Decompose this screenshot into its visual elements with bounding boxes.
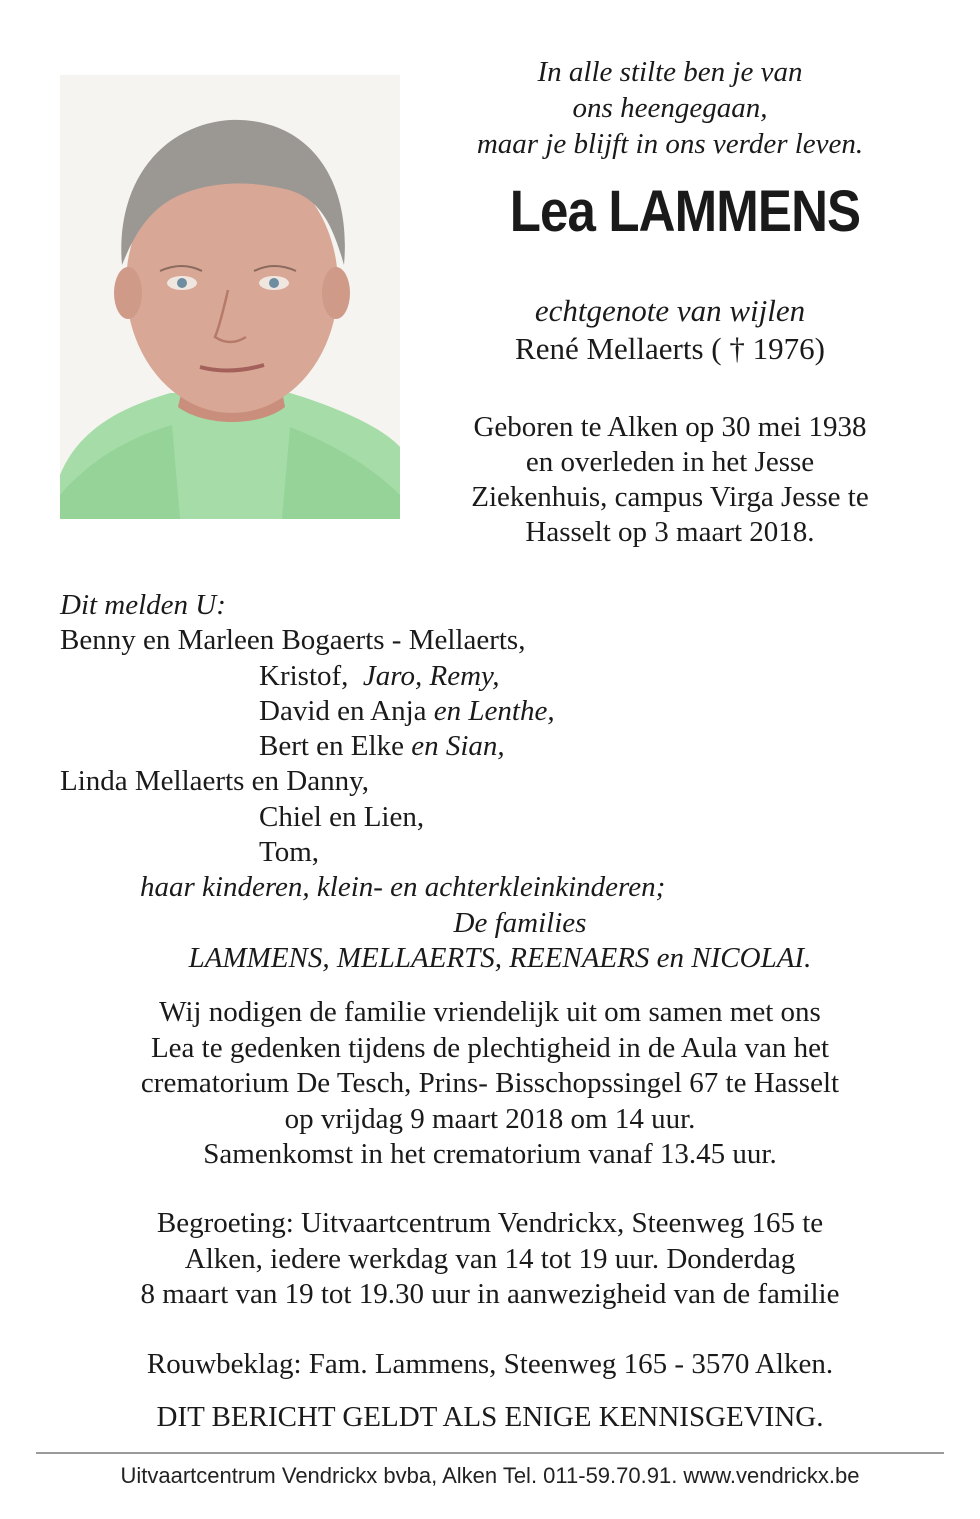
poem bbox=[440, 54, 900, 162]
family-announcement bbox=[60, 588, 920, 976]
invitation-line: crematorium De Tesch, Prins- Bisschopssingel 67 te Hasselt bbox=[140, 1067, 840, 1099]
spouse-block bbox=[440, 292, 900, 368]
invitation bbox=[40, 995, 940, 1173]
great-grandchildren: en Lenthe, bbox=[433, 694, 555, 727]
family-line: Linda Mellaerts en Danny, bbox=[60, 765, 369, 798]
relation-line: haar kinderen, klein- en achterkleinkinderen; bbox=[140, 871, 666, 904]
grandchild-name: David en Anja bbox=[259, 694, 427, 727]
announcement-intro: Dit melden U: bbox=[60, 589, 226, 621]
deceased-name: Lea LAMMENS bbox=[509, 179, 861, 244]
visitation-line: Begroeting: Uitvaartcentrum Vendrickx, Steenweg 165 te bbox=[156, 1207, 824, 1239]
birth-death-line: Ziekenhuis, campus Virga Jesse te bbox=[471, 481, 869, 513]
birth-death-line: en overleden in het Jesse bbox=[525, 446, 815, 478]
poem-line: maar je blijft in ons verder leven. bbox=[476, 128, 864, 160]
birth-death-line: Geboren te Alken op 30 mei 1938 bbox=[473, 411, 867, 443]
grandchild-name: Tom, bbox=[259, 836, 319, 869]
condolences: Rouwbeklag: Fam. Lammens, Steenweg 165 - 3570 Alken. bbox=[146, 1348, 834, 1380]
great-grandchildren: Jaro, Remy, bbox=[362, 659, 500, 692]
spouse-intro: echtgenote van wijlen bbox=[534, 293, 806, 328]
families-label: De families bbox=[453, 906, 587, 939]
poem-line: In alle stilte ben je van bbox=[537, 56, 803, 88]
grandchild-name: Chiel en Lien, bbox=[259, 800, 425, 833]
poem-line: ons heengegaan, bbox=[572, 92, 768, 124]
notice: DIT BERICHT GELDT ALS ENIGE KENNISGEVING. bbox=[156, 1401, 824, 1433]
grandchild-name: Kristof, bbox=[259, 659, 349, 692]
birth-death-line: Hasselt op 3 maart 2018. bbox=[525, 516, 815, 548]
grandchild-name: Bert en Elke bbox=[259, 730, 404, 763]
invitation-line: op vrijdag 9 maart 2018 om 14 uur. bbox=[284, 1102, 696, 1135]
portrait-photo bbox=[60, 75, 400, 519]
visitation bbox=[40, 1206, 940, 1313]
family-line: Benny en Marleen Bogaerts - Mellaerts, bbox=[60, 624, 526, 657]
invitation-line: Wij nodigen de familie vriendelijk uit om samen met ons bbox=[159, 996, 821, 1028]
grandchild-line bbox=[60, 729, 920, 764]
divider bbox=[36, 1452, 944, 1454]
visitation-line: Alken, iedere werkdag van 14 tot 19 uur. Donderdag bbox=[184, 1242, 796, 1275]
spouse-name: René Mellaerts ( † 1976) bbox=[515, 331, 825, 366]
footer: Uitvaartcentrum Vendrickx bvba, Alken Tel. 011-59.70.91. www.vendrickx.be bbox=[120, 1463, 860, 1488]
invitation-line: Lea te gedenken tijdens de plechtigheid in de Aula van het bbox=[150, 1031, 830, 1064]
visitation-line: 8 maart van 19 tot 19.30 uur in aanwezigheid van de familie bbox=[140, 1278, 840, 1310]
portrait-icon bbox=[60, 75, 400, 519]
birth-death bbox=[420, 410, 920, 550]
grandchild-line bbox=[60, 659, 920, 694]
invitation-line: Samenkomst in het crematorium vanaf 13.45 uur. bbox=[203, 1138, 777, 1170]
families-list: LAMMENS, MELLAERTS, REENAERS en NICOLAI. bbox=[188, 941, 812, 974]
grandchild-line bbox=[60, 694, 920, 729]
great-grandchildren: en Sian, bbox=[411, 730, 505, 763]
